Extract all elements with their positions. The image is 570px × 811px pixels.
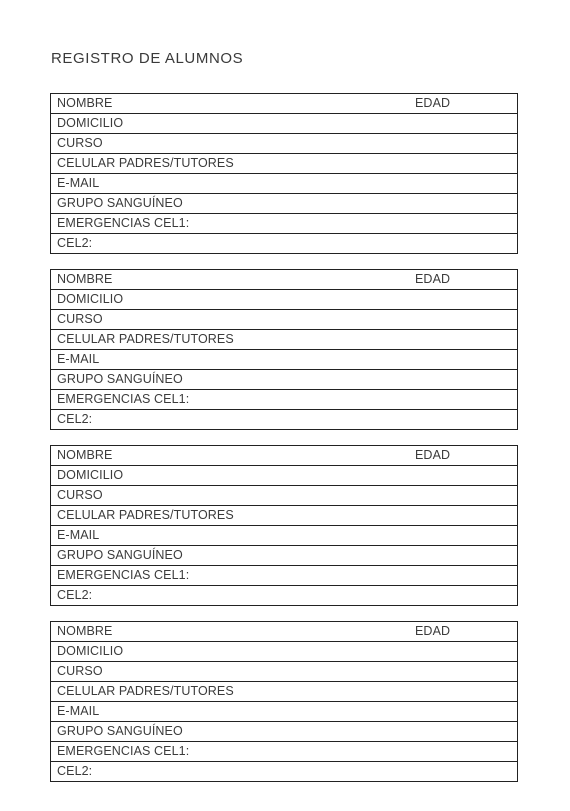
page-title: REGISTRO DE ALUMNOS xyxy=(51,50,244,67)
email-label: E-MAIL xyxy=(57,528,100,542)
student-record-3 xyxy=(50,445,518,606)
celular-padres-row[interactable] xyxy=(51,506,517,526)
celular-padres-row[interactable] xyxy=(51,330,517,350)
grupo-sanguineo-row[interactable] xyxy=(51,370,517,390)
emergencias-row[interactable] xyxy=(51,566,517,586)
curso-row[interactable] xyxy=(51,486,517,506)
celular-padres-label: CELULAR PADRES/TUTORES xyxy=(57,508,234,522)
student-record-1 xyxy=(50,93,518,254)
emergencias-row[interactable] xyxy=(51,214,517,234)
domicilio-row[interactable] xyxy=(51,114,517,134)
grupo-sanguineo-row[interactable] xyxy=(51,194,517,214)
curso-row[interactable] xyxy=(51,662,517,682)
email-row[interactable] xyxy=(51,174,517,194)
email-row[interactable] xyxy=(51,702,517,722)
nombre-label: NOMBRE xyxy=(57,448,113,462)
cel2-label: CEL2: xyxy=(57,764,93,778)
nombre-row[interactable] xyxy=(51,622,517,642)
edad-label: EDAD xyxy=(415,272,451,286)
curso-label: CURSO xyxy=(57,312,103,326)
nombre-label: NOMBRE xyxy=(57,272,113,286)
celular-padres-label: CELULAR PADRES/TUTORES xyxy=(57,684,234,698)
celular-padres-row[interactable] xyxy=(51,154,517,174)
grupo-sanguineo-label: GRUPO SANGUÍNEO xyxy=(57,372,183,386)
edad-label: EDAD xyxy=(415,96,451,110)
student-records xyxy=(50,93,518,797)
celular-padres-label: CELULAR PADRES/TUTORES xyxy=(57,332,234,346)
emergencias-row[interactable] xyxy=(51,742,517,762)
nombre-row[interactable] xyxy=(51,446,517,466)
edad-label: EDAD xyxy=(415,448,451,462)
curso-row[interactable] xyxy=(51,310,517,330)
celular-padres-row[interactable] xyxy=(51,682,517,702)
nombre-row[interactable] xyxy=(51,94,517,114)
domicilio-row[interactable] xyxy=(51,466,517,486)
nombre-row[interactable] xyxy=(51,270,517,290)
emergencias-label: EMERGENCIAS CEL1: xyxy=(57,568,190,582)
emergencias-label: EMERGENCIAS CEL1: xyxy=(57,392,190,406)
domicilio-row[interactable] xyxy=(51,290,517,310)
domicilio-row[interactable] xyxy=(51,642,517,662)
domicilio-label: DOMICILIO xyxy=(57,468,124,482)
grupo-sanguineo-label: GRUPO SANGUÍNEO xyxy=(57,548,183,562)
cel2-label: CEL2: xyxy=(57,236,93,250)
domicilio-label: DOMICILIO xyxy=(57,644,124,658)
domicilio-label: DOMICILIO xyxy=(57,116,124,130)
curso-label: CURSO xyxy=(57,664,103,678)
student-record-4 xyxy=(50,621,518,782)
email-label: E-MAIL xyxy=(57,176,100,190)
student-record-2 xyxy=(50,269,518,430)
celular-padres-label: CELULAR PADRES/TUTORES xyxy=(57,156,234,170)
cel2-label: CEL2: xyxy=(57,412,93,426)
cel2-row[interactable] xyxy=(51,762,517,781)
email-row[interactable] xyxy=(51,350,517,370)
nombre-label: NOMBRE xyxy=(57,624,113,638)
curso-row[interactable] xyxy=(51,134,517,154)
grupo-sanguineo-label: GRUPO SANGUÍNEO xyxy=(57,196,183,210)
grupo-sanguineo-row[interactable] xyxy=(51,722,517,742)
cel2-row[interactable] xyxy=(51,234,517,253)
grupo-sanguineo-row[interactable] xyxy=(51,546,517,566)
curso-label: CURSO xyxy=(57,136,103,150)
cel2-row[interactable] xyxy=(51,586,517,605)
cel2-row[interactable] xyxy=(51,410,517,429)
email-label: E-MAIL xyxy=(57,352,100,366)
nombre-label: NOMBRE xyxy=(57,96,113,110)
email-row[interactable] xyxy=(51,526,517,546)
edad-label: EDAD xyxy=(415,624,451,638)
emergencias-row[interactable] xyxy=(51,390,517,410)
emergencias-label: EMERGENCIAS CEL1: xyxy=(57,216,190,230)
domicilio-label: DOMICILIO xyxy=(57,292,124,306)
cel2-label: CEL2: xyxy=(57,588,93,602)
curso-label: CURSO xyxy=(57,488,103,502)
email-label: E-MAIL xyxy=(57,704,100,718)
grupo-sanguineo-label: GRUPO SANGUÍNEO xyxy=(57,724,183,738)
emergencias-label: EMERGENCIAS CEL1: xyxy=(57,744,190,758)
